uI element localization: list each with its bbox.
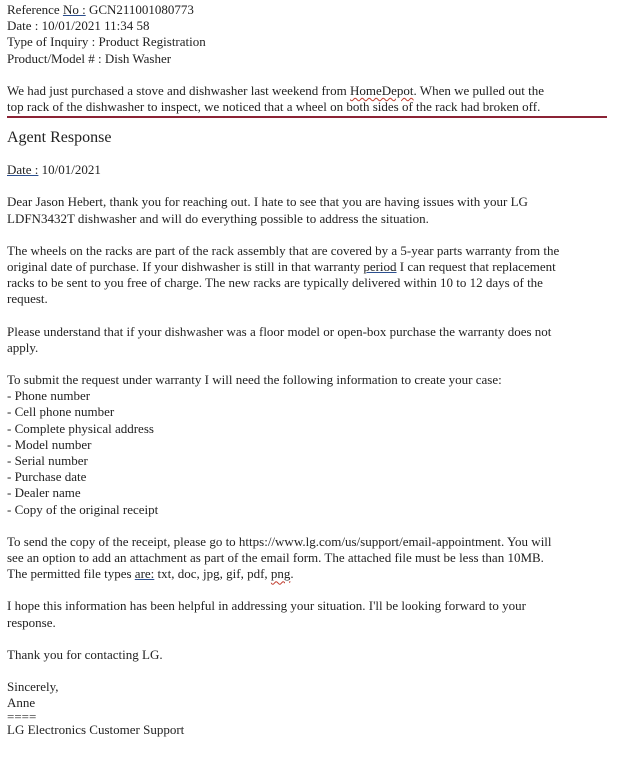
paragraph-receipt bbox=[7, 534, 627, 583]
text-line: response. bbox=[7, 614, 56, 630]
reference-label: Reference bbox=[7, 2, 63, 17]
agent-name: Anne bbox=[7, 695, 36, 711]
list-item: - Copy of the original receipt bbox=[7, 501, 159, 517]
list-item: - Purchase date bbox=[7, 469, 87, 485]
list-item: - Cell phone number bbox=[7, 404, 115, 420]
text-line: The wheels on the racks are part of the rack assembly that are covered by a 5-year parts warranty from the bbox=[7, 242, 560, 258]
document-page bbox=[7, 2, 627, 738]
thank-you-line: Thank you for contacting LG. bbox=[7, 646, 163, 662]
are-word: are: bbox=[134, 566, 155, 582]
organization-name: LG Electronics Customer Support bbox=[7, 721, 185, 737]
list-item: - Complete physical address bbox=[7, 420, 154, 436]
date-line: Date : 10/01/2021 11:34 58 bbox=[7, 18, 150, 34]
reference-value: GCN211001080773 bbox=[85, 2, 194, 17]
text-span: The permitted file types bbox=[7, 566, 135, 582]
reference-no-label: No : bbox=[62, 2, 86, 17]
text-line: Dear Jason Hebert, thank you for reaching out. I hate to see that you are having issues with your LG bbox=[7, 194, 528, 210]
requirements-intro: To submit the request under warranty I will need the following information to create your case: bbox=[7, 372, 502, 388]
product-line: Product/Model # : Dish Washer bbox=[7, 50, 172, 66]
requirements-list bbox=[7, 388, 627, 518]
list-item: - Dealer name bbox=[7, 485, 81, 501]
text-line: LDFN3432T dishwasher and will do everything possible to address the situation. bbox=[7, 210, 429, 226]
paragraph-greeting bbox=[7, 194, 627, 226]
list-item: - Phone number bbox=[7, 388, 91, 404]
text-line: request. bbox=[7, 291, 48, 307]
list-item: - Model number bbox=[7, 436, 92, 452]
inquiry-line-2: top rack of the dishwasher to inspect, we noticed that a wheel on both sides of the rack had broken off. bbox=[7, 99, 541, 115]
paragraph-exclusion bbox=[7, 324, 627, 356]
inquiry-header bbox=[7, 2, 627, 67]
reference-line bbox=[7, 2, 627, 18]
inquiry-text: . When we pulled out the bbox=[413, 82, 544, 98]
brand-name: HomeDepot bbox=[350, 82, 414, 98]
paragraph-requirements bbox=[7, 372, 627, 518]
response-date-value: 10/01/2021 bbox=[38, 162, 101, 178]
paragraph-warranty bbox=[7, 243, 627, 308]
text-line bbox=[7, 259, 627, 275]
response-date bbox=[7, 162, 627, 178]
text-line bbox=[7, 566, 627, 582]
inquiry-line-1 bbox=[7, 83, 607, 99]
customer-inquiry bbox=[7, 83, 607, 118]
text-line: racks to be sent to you free of charge. The new racks are typically delivered within 10 to 12 days of the bbox=[7, 275, 543, 291]
inquiry-type-line: Type of Inquiry : Product Registration bbox=[7, 34, 206, 50]
response-date-label: Date : bbox=[7, 162, 39, 178]
text-span: I can request that replacement bbox=[396, 259, 556, 275]
list-item: - Serial number bbox=[7, 453, 88, 469]
paragraph-hope bbox=[7, 598, 627, 630]
text-line: To send the copy of the receipt, please go to https://www.lg.com/us/support/email-appointment. You will bbox=[7, 533, 552, 549]
text-line: apply. bbox=[7, 339, 39, 355]
signature-block bbox=[7, 679, 627, 738]
text-line: Please understand that if your dishwasher was a floor model or open-box purchase the warranty does not bbox=[7, 323, 552, 339]
text-line: I hope this information has been helpful in addressing your situation. I'll be looking forward to your bbox=[7, 598, 526, 614]
text-span: original date of purchase. If your dishwasher is still in that warranty bbox=[7, 259, 364, 275]
agent-response-heading: Agent Response bbox=[7, 129, 112, 147]
closing-line: Sincerely, bbox=[7, 679, 59, 695]
text-line: see an option to add an attachment as part of the email form. The attached file must be less than 10MB. bbox=[7, 550, 544, 566]
inquiry-text: We had just purchased a stove and dishwasher last weekend from bbox=[7, 82, 350, 98]
png-word: png bbox=[270, 566, 291, 582]
period-word: period bbox=[363, 259, 397, 275]
text-span: . bbox=[290, 566, 294, 582]
signature-separator: ==== bbox=[7, 708, 37, 724]
text-span: txt, doc, jpg, gif, pdf, bbox=[154, 566, 271, 582]
